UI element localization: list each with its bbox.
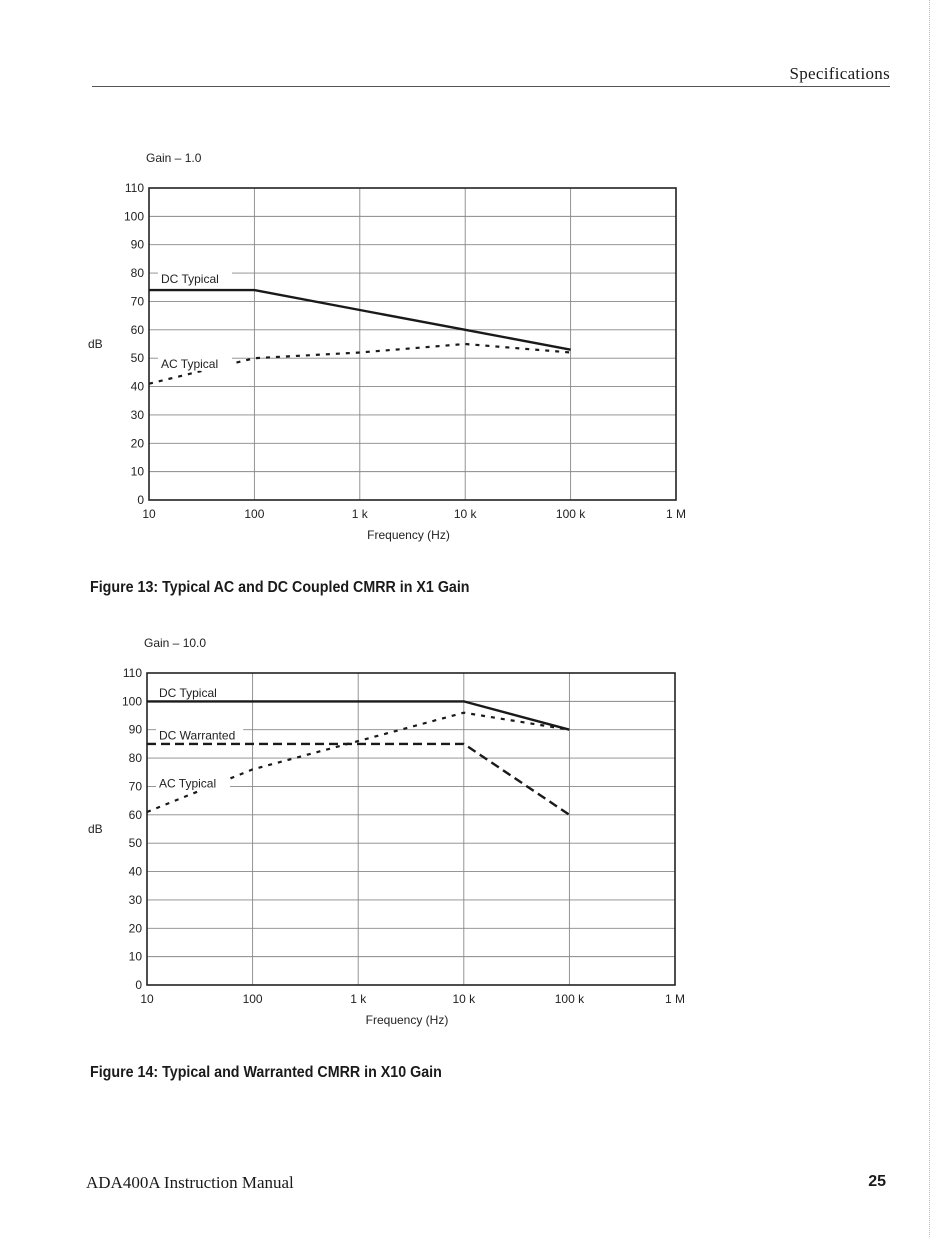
- x-tick-label-5: 1 M: [665, 507, 687, 521]
- header-rule: [92, 86, 890, 87]
- y-axis-label: dB: [88, 337, 103, 351]
- y-tick-label-110: 110: [124, 181, 144, 195]
- y-tick-label-0: 0: [135, 978, 142, 992]
- series-label-dc-typical: DC Typical: [159, 685, 217, 700]
- y-tick-label-0: 0: [137, 493, 144, 507]
- x-tick-label-0: 10: [140, 992, 154, 1006]
- page-edge-line: [929, 0, 930, 1237]
- chart-title: Gain – 10.0: [144, 636, 207, 650]
- y-tick-label-40: 40: [128, 864, 142, 879]
- y-tick-label-60: 60: [128, 807, 142, 822]
- y-tick-label-30: 30: [130, 407, 144, 422]
- y-tick-label-20: 20: [130, 436, 144, 451]
- figure-14-chart: [0, 625, 760, 1045]
- y-tick-label-30: 30: [128, 892, 142, 907]
- figure-14-caption: Figure 14: Typical and Warranted CMRR in X10 Gain: [90, 1064, 442, 1081]
- y-tick-label-110: 110: [122, 666, 142, 680]
- x-tick-label-3: 10 k: [453, 507, 477, 521]
- y-tick-label-70: 70: [130, 294, 144, 309]
- y-tick-label-100: 100: [121, 694, 142, 709]
- y-tick-label-60: 60: [130, 322, 144, 337]
- figure-13-caption: Figure 13: Typical AC and DC Coupled CMRR in X1 Gain: [90, 579, 470, 596]
- figure-13-chart: [0, 140, 760, 560]
- x-tick-label-0: 10: [142, 507, 156, 521]
- y-tick-label-10: 10: [128, 949, 142, 964]
- series-label-dc-warranted: DC Warranted: [159, 728, 236, 743]
- y-tick-label-100: 100: [123, 209, 144, 224]
- y-tick-label-80: 80: [130, 266, 144, 281]
- page-header-title: Specifications: [789, 64, 890, 83]
- y-tick-label-20: 20: [128, 921, 142, 936]
- y-axis-label: dB: [88, 822, 103, 836]
- x-axis-label: Frequency (Hz): [365, 1013, 449, 1027]
- x-tick-label-5: 1 M: [664, 992, 686, 1006]
- x-tick-label-2: 1 k: [351, 507, 368, 521]
- page-number: 25: [868, 1173, 886, 1190]
- y-tick-label-10: 10: [130, 464, 144, 479]
- plot-frame: [149, 188, 676, 500]
- y-tick-label-50: 50: [128, 836, 142, 851]
- x-tick-label-4: 100 k: [555, 507, 586, 521]
- x-axis-label: Frequency (Hz): [367, 528, 450, 542]
- x-tick-label-4: 100 k: [554, 992, 585, 1006]
- series-label-ac-typical: AC Typical: [161, 356, 219, 371]
- x-tick-label-2: 1 k: [350, 992, 367, 1006]
- footer-manual-title: ADA400A Instruction Manual: [86, 1173, 294, 1192]
- series-label-ac-typical: AC Typical: [159, 776, 217, 791]
- series-label-dc-typical: DC Typical: [161, 271, 219, 286]
- y-tick-label-90: 90: [130, 237, 144, 252]
- chart-title: Gain – 1.0: [146, 151, 202, 165]
- x-tick-label-1: 100: [242, 992, 263, 1006]
- y-tick-label-90: 90: [128, 722, 142, 737]
- y-tick-label-70: 70: [128, 779, 142, 794]
- y-tick-label-40: 40: [130, 379, 144, 394]
- plot-frame: [147, 673, 675, 985]
- y-tick-label-80: 80: [128, 751, 142, 766]
- x-tick-label-3: 10 k: [452, 992, 476, 1006]
- x-tick-label-1: 100: [244, 507, 265, 521]
- y-tick-label-50: 50: [130, 351, 144, 366]
